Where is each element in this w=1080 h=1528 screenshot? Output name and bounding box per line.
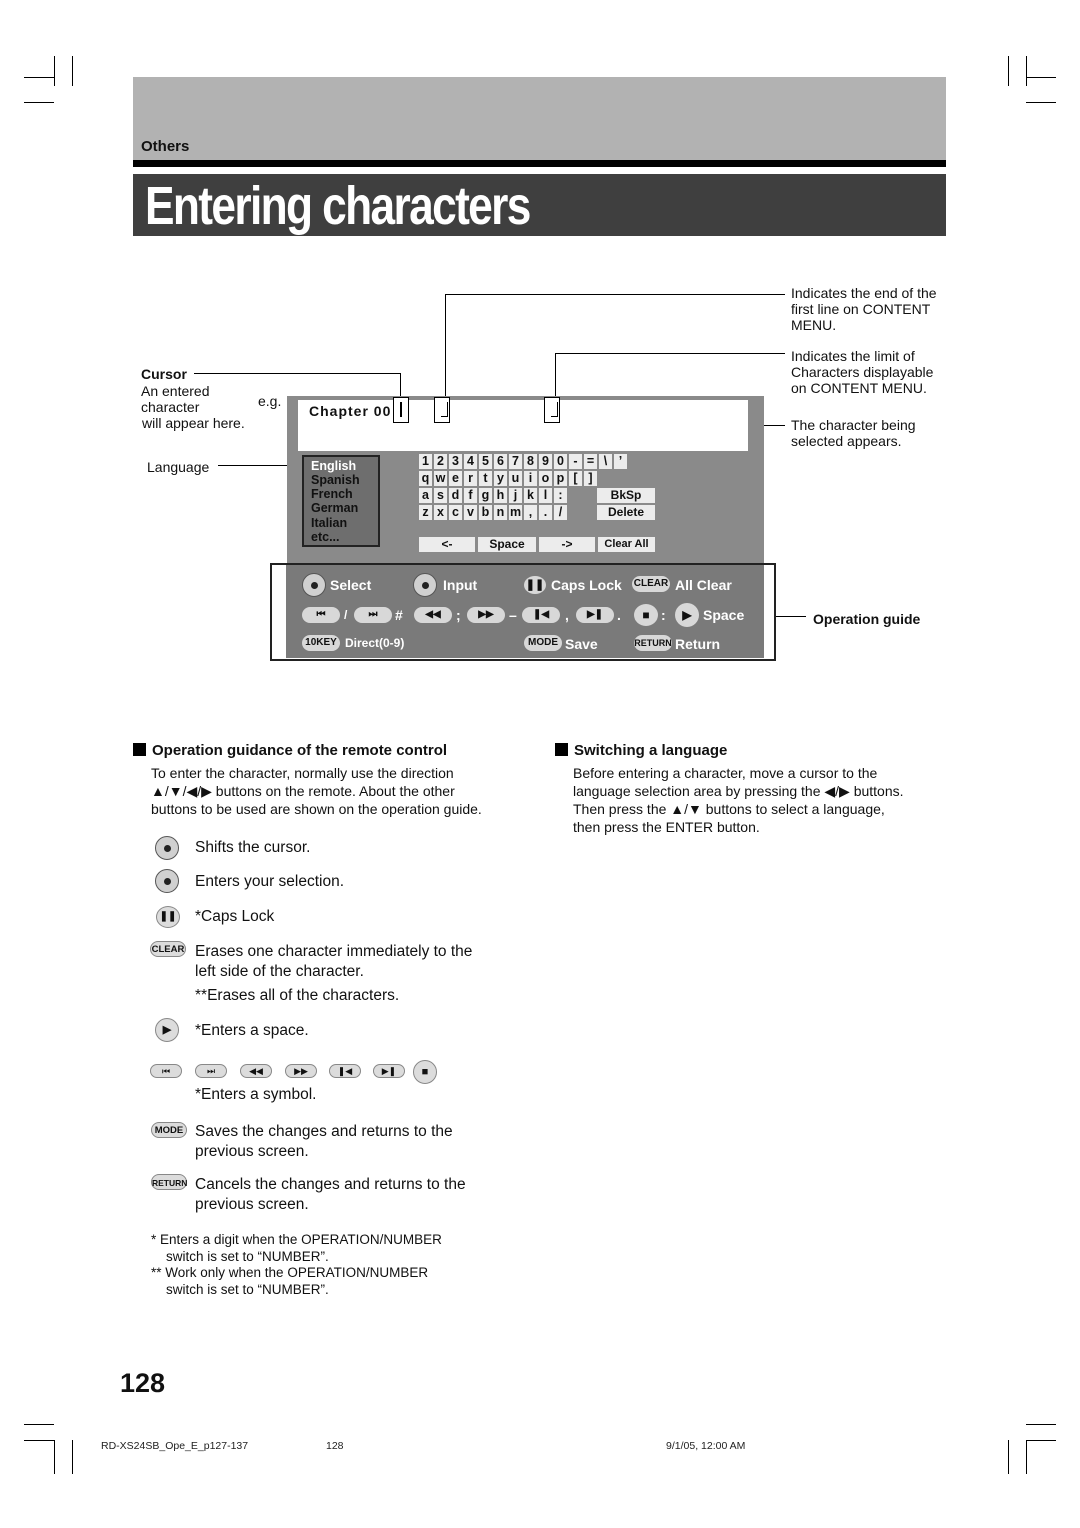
key[interactable]: l bbox=[539, 488, 552, 503]
key[interactable]: 4 bbox=[464, 454, 477, 469]
guide-sep: # bbox=[395, 607, 403, 623]
bksp-key[interactable]: BkSp bbox=[597, 488, 655, 503]
key[interactable]: o bbox=[539, 471, 552, 486]
leader-line bbox=[555, 353, 556, 397]
language-option-french[interactable]: French bbox=[311, 487, 353, 501]
crop-mark bbox=[1026, 1440, 1027, 1474]
key[interactable]: s bbox=[434, 488, 447, 503]
delete-key[interactable]: Delete bbox=[597, 505, 655, 520]
guide-sep: ; bbox=[456, 607, 461, 623]
guide-all-clear: All Clear bbox=[675, 577, 732, 593]
key[interactable]: a bbox=[419, 488, 432, 503]
key[interactable]: t bbox=[479, 471, 492, 486]
mode-icon: MODE bbox=[151, 1122, 187, 1138]
key[interactable]: v bbox=[464, 505, 477, 520]
footer-date: 9/1/05, 12:00 AM bbox=[666, 1440, 746, 1452]
clear-button-icon: CLEAR bbox=[632, 576, 670, 592]
skip-forward-icon: ⏭ bbox=[354, 607, 392, 623]
item-cancel: Cancels the changes and returns to the previous screen. bbox=[195, 1176, 466, 1213]
return-icon: RETURN bbox=[151, 1174, 187, 1190]
key[interactable]: / bbox=[554, 505, 567, 520]
key[interactable]: g bbox=[479, 488, 492, 503]
guide-input: Input bbox=[443, 577, 478, 593]
key[interactable]: 5 bbox=[479, 454, 492, 469]
return-button-icon: RETURN bbox=[634, 635, 672, 651]
enter-icon bbox=[155, 869, 179, 893]
crop-mark bbox=[1008, 1440, 1009, 1474]
key[interactable]: f bbox=[464, 488, 477, 503]
skip-back-icon: ⏮ bbox=[302, 607, 340, 623]
key[interactable]: p bbox=[554, 471, 567, 486]
guide-caps-lock: Caps Lock bbox=[551, 577, 622, 593]
key[interactable]: 6 bbox=[494, 454, 507, 469]
crop-mark bbox=[54, 1440, 55, 1474]
callout-cursor-desc: An entered character will appear here. bbox=[141, 383, 245, 431]
guide-space: Space bbox=[703, 607, 745, 623]
language-option-german[interactable]: German bbox=[311, 501, 359, 515]
guide-sep: – bbox=[509, 607, 517, 623]
rewind-icon: ◀◀ bbox=[240, 1064, 272, 1078]
callout-limit: Indicates the limit of Characters displayable on CONTENT MENU. bbox=[791, 348, 934, 396]
guide-sep: . bbox=[617, 607, 621, 623]
crop-mark bbox=[1026, 77, 1056, 78]
footnotes: * Enters a digit when the OPERATION/NUMBER switch is set to “NUMBER”. ** Work only when the OPERATION/NUMBER switch is set to “NUMBER”. bbox=[151, 1232, 442, 1297]
play-pause-icon: ▶❚ bbox=[576, 607, 614, 623]
key[interactable]: [ bbox=[569, 471, 582, 486]
key[interactable]: ’ bbox=[614, 454, 627, 469]
leader-line bbox=[445, 294, 446, 397]
skip-back-icon: ⏮ bbox=[150, 1064, 182, 1078]
key[interactable]: j bbox=[509, 488, 522, 503]
callout-cursor-title: Cursor bbox=[141, 366, 187, 382]
guide-select: Select bbox=[330, 577, 372, 593]
key[interactable]: n bbox=[494, 505, 507, 520]
callout-selected-char: The character being selected appears. bbox=[791, 417, 916, 449]
tenkey-button-icon: 10KEY bbox=[302, 635, 340, 651]
key[interactable]: 8 bbox=[524, 454, 537, 469]
key[interactable]: z bbox=[419, 505, 432, 520]
key[interactable]: \ bbox=[599, 454, 612, 469]
key[interactable]: i bbox=[524, 471, 537, 486]
key[interactable]: : bbox=[554, 488, 567, 503]
key[interactable]: y bbox=[494, 471, 507, 486]
key[interactable]: 1 bbox=[419, 454, 432, 469]
slow-back-icon: ❚◀ bbox=[329, 1064, 361, 1078]
key[interactable]: r bbox=[464, 471, 477, 486]
fast-forward-icon: ▶▶ bbox=[285, 1064, 317, 1078]
key[interactable]: = bbox=[584, 454, 597, 469]
language-body: Before entering a character, move a cursor to the language selection area by pressing the ◀/▶ buttons. Then press the ▲/▼ buttons to select a language, then press the ENTER button. bbox=[573, 765, 904, 835]
fast-forward-icon: ▶▶ bbox=[467, 607, 505, 623]
play-icon: ▶ bbox=[155, 1018, 179, 1042]
remote-intro: To enter the character, normally use the direction ▲/▼/◀/▶ buttons on the remote. About the other buttons to be used are shown on the operation guide. bbox=[151, 765, 482, 817]
leader-line bbox=[555, 353, 785, 354]
callout-eg: e.g. bbox=[258, 393, 282, 409]
callout-language: Language bbox=[147, 459, 210, 475]
key[interactable]: 9 bbox=[539, 454, 552, 469]
callout-end-first-line: Indicates the end of the first line on CONTENT MENU. bbox=[791, 285, 937, 333]
language-option-english[interactable]: English bbox=[311, 459, 357, 473]
guide-sep: / bbox=[344, 608, 348, 622]
guide-sep: : bbox=[661, 607, 666, 623]
key[interactable]: ] bbox=[584, 471, 597, 486]
direction-pad-icon bbox=[155, 836, 179, 860]
key[interactable]: m bbox=[509, 505, 522, 519]
footer-file: RD-XS24SB_Ope_E_p127-137 bbox=[101, 1440, 249, 1452]
language-option-spanish[interactable]: Spanish bbox=[311, 473, 360, 487]
stop-icon: ■ bbox=[413, 1060, 437, 1084]
end-line-marker bbox=[434, 397, 450, 423]
item-shift: Shifts the cursor. bbox=[195, 839, 311, 856]
cursor-marker bbox=[393, 397, 409, 423]
language-option-etc[interactable]: etc... bbox=[311, 530, 340, 544]
left-arrow-key[interactable]: <- bbox=[419, 537, 475, 552]
pause-icon: ❚❚ bbox=[156, 906, 180, 928]
key[interactable]: 2 bbox=[434, 454, 447, 469]
crop-mark bbox=[1026, 1440, 1056, 1441]
guide-return: Return bbox=[675, 636, 721, 652]
key[interactable]: e bbox=[449, 471, 462, 486]
item-caps: *Caps Lock bbox=[195, 908, 275, 925]
key[interactable]: x bbox=[434, 505, 447, 520]
key[interactable]: w bbox=[435, 471, 446, 485]
language-option-italian[interactable]: Italian bbox=[311, 516, 348, 530]
chapter-text: Chapter 00 bbox=[309, 403, 392, 419]
crop-mark bbox=[72, 56, 73, 86]
guide-direct: Direct(0-9) bbox=[345, 636, 405, 650]
leader-line bbox=[445, 294, 785, 295]
header-band bbox=[133, 77, 946, 160]
crop-mark bbox=[1008, 56, 1009, 86]
play-icon: ▶ bbox=[675, 603, 699, 627]
leader-line bbox=[400, 373, 401, 397]
crop-mark bbox=[1026, 56, 1027, 86]
right-arrow-key[interactable]: -> bbox=[539, 537, 595, 552]
clear-icon: CLEAR bbox=[150, 941, 186, 957]
key[interactable]: 0 bbox=[554, 454, 567, 469]
crop-mark bbox=[54, 56, 55, 86]
header-rule bbox=[133, 160, 946, 167]
leader-line bbox=[776, 616, 806, 617]
guide-save: Save bbox=[565, 636, 598, 652]
key[interactable]: u bbox=[509, 471, 522, 486]
skip-forward-icon: ⏭ bbox=[195, 1064, 227, 1078]
section-heading-remote: Operation guidance of the remote control bbox=[133, 742, 447, 759]
page-number: 128 bbox=[120, 1368, 166, 1398]
crop-mark bbox=[72, 1440, 73, 1474]
crop-mark bbox=[24, 77, 54, 78]
key[interactable]: . bbox=[539, 505, 552, 520]
play-pause-icon: ▶❚ bbox=[373, 1064, 405, 1078]
callout-operation-guide: Operation guide bbox=[813, 611, 921, 627]
crop-mark bbox=[24, 1424, 54, 1425]
limit-marker bbox=[544, 397, 560, 423]
key[interactable]: k bbox=[524, 488, 537, 503]
key[interactable]: b bbox=[479, 505, 492, 520]
crop-mark bbox=[24, 1440, 54, 1441]
key[interactable]: - bbox=[569, 454, 582, 469]
key[interactable]: d bbox=[449, 488, 462, 503]
crop-mark bbox=[1026, 102, 1056, 103]
section-label: Others bbox=[141, 138, 190, 155]
guide-sep: , bbox=[565, 607, 569, 623]
stop-icon: ■ bbox=[634, 604, 658, 626]
key[interactable]: c bbox=[449, 505, 462, 520]
item-space: *Enters a space. bbox=[195, 1022, 309, 1039]
leader-line bbox=[194, 373, 400, 374]
crop-mark bbox=[1026, 1424, 1056, 1425]
key[interactable]: h bbox=[494, 488, 507, 503]
key[interactable]: 7 bbox=[509, 454, 522, 469]
space-key[interactable]: Space bbox=[478, 537, 536, 552]
page-title: Entering characters bbox=[145, 176, 530, 236]
key[interactable]: q bbox=[419, 471, 432, 486]
pause-icon: ❚❚ bbox=[524, 576, 546, 594]
item-erase: Erases one character immediately to the left side of the character. bbox=[195, 943, 473, 980]
item-enter: Enters your selection. bbox=[195, 873, 345, 890]
item-symbol: *Enters a symbol. bbox=[195, 1086, 317, 1103]
key[interactable]: 3 bbox=[449, 454, 462, 469]
slow-back-icon: ❚◀ bbox=[522, 607, 560, 623]
item-erase-all: **Erases all of the characters. bbox=[195, 987, 400, 1004]
footer-page: 128 bbox=[326, 1440, 344, 1452]
mode-button-icon: MODE bbox=[524, 635, 562, 651]
section-heading-language: Switching a language bbox=[555, 742, 727, 759]
enter-pad-icon bbox=[413, 573, 437, 597]
rewind-icon: ◀◀ bbox=[414, 607, 452, 623]
crop-mark bbox=[24, 102, 54, 103]
direction-pad-icon bbox=[302, 573, 326, 597]
item-save: Saves the changes and returns to the previous screen. bbox=[195, 1123, 453, 1160]
clear-all-key[interactable]: Clear All bbox=[598, 537, 655, 552]
key[interactable]: , bbox=[524, 505, 537, 520]
